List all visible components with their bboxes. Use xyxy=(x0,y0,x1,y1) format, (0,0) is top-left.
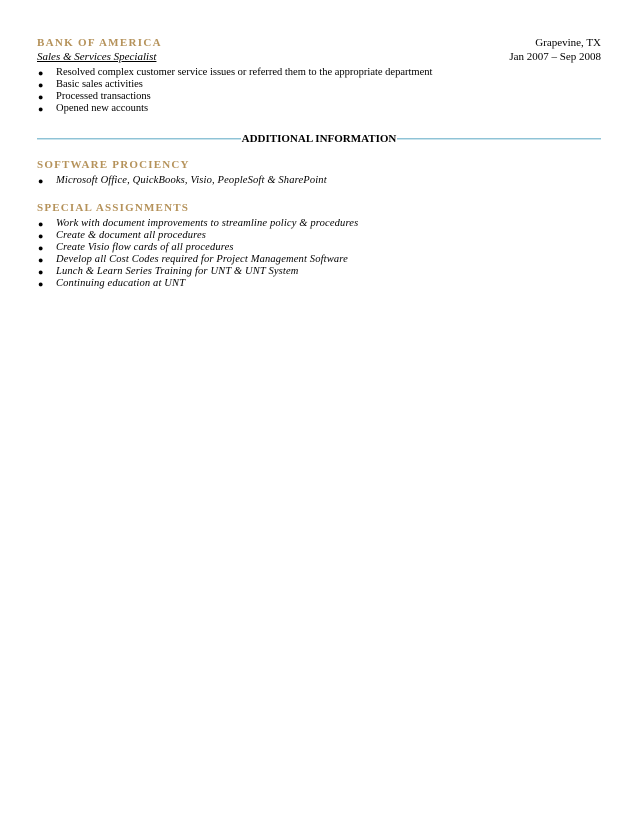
software-heading: SOFTWARE PROCIENCY xyxy=(37,159,190,171)
bullet-icon: ● xyxy=(38,219,44,229)
job-dates: Jan 2007 – Sep 2008 xyxy=(509,51,601,63)
divider-line-right xyxy=(397,138,601,140)
bullet-icon: ● xyxy=(38,231,44,241)
bullet-icon: ● xyxy=(38,92,44,102)
bullet-icon: ● xyxy=(38,104,44,114)
bullet-icon: ● xyxy=(38,176,44,186)
list-item: ● Basic sales activities xyxy=(38,79,143,90)
bullet-icon: ● xyxy=(38,80,44,90)
special-assignments-heading: SPECIAL ASSIGNMENTS xyxy=(37,202,190,214)
list-item: ● Continuing education at UNT xyxy=(38,278,186,289)
software-list xyxy=(37,175,601,187)
list-item: ● Processed transactions xyxy=(38,91,151,102)
job-title: Sales & Services Specialist xyxy=(37,51,157,63)
additional-information-heading: ADDITIONAL INFORMATION xyxy=(241,133,397,145)
job-duties-list xyxy=(37,67,601,115)
employer-name: BANK OF AMERICA xyxy=(37,37,162,49)
resume-page xyxy=(37,36,601,290)
list-item: ● Lunch & Learn Series Training for UNT & UNT System xyxy=(38,266,299,277)
job-header-row xyxy=(37,36,601,50)
special-assignments-list xyxy=(37,218,601,290)
bullet-icon: ● xyxy=(38,243,44,253)
job-subheader-row xyxy=(37,50,601,64)
list-item: ● Opened new accounts xyxy=(38,103,149,114)
job-location: Grapevine, TX xyxy=(535,37,601,49)
list-item: ● Work with document improvements to streamline policy & procedures xyxy=(38,218,359,229)
bullet-icon: ● xyxy=(38,279,44,289)
section-divider xyxy=(37,132,601,146)
bullet-icon: ● xyxy=(38,255,44,265)
bullet-icon: ● xyxy=(38,68,44,78)
list-item: ● Create & document all procedures xyxy=(38,230,207,241)
list-item: ● Develop all Cost Codes required for Project Management Software xyxy=(38,254,348,265)
list-item: ● Resolved complex customer service issues or referred them to the appropriate department xyxy=(38,67,433,78)
divider-line-left xyxy=(37,138,241,140)
list-item: ● Microsoft Office, QuickBooks, Visio, PeopleSoft & SharePoint xyxy=(38,175,327,186)
list-item: ● Create Visio flow cards of all procedures xyxy=(38,242,234,253)
bullet-icon: ● xyxy=(38,267,44,277)
